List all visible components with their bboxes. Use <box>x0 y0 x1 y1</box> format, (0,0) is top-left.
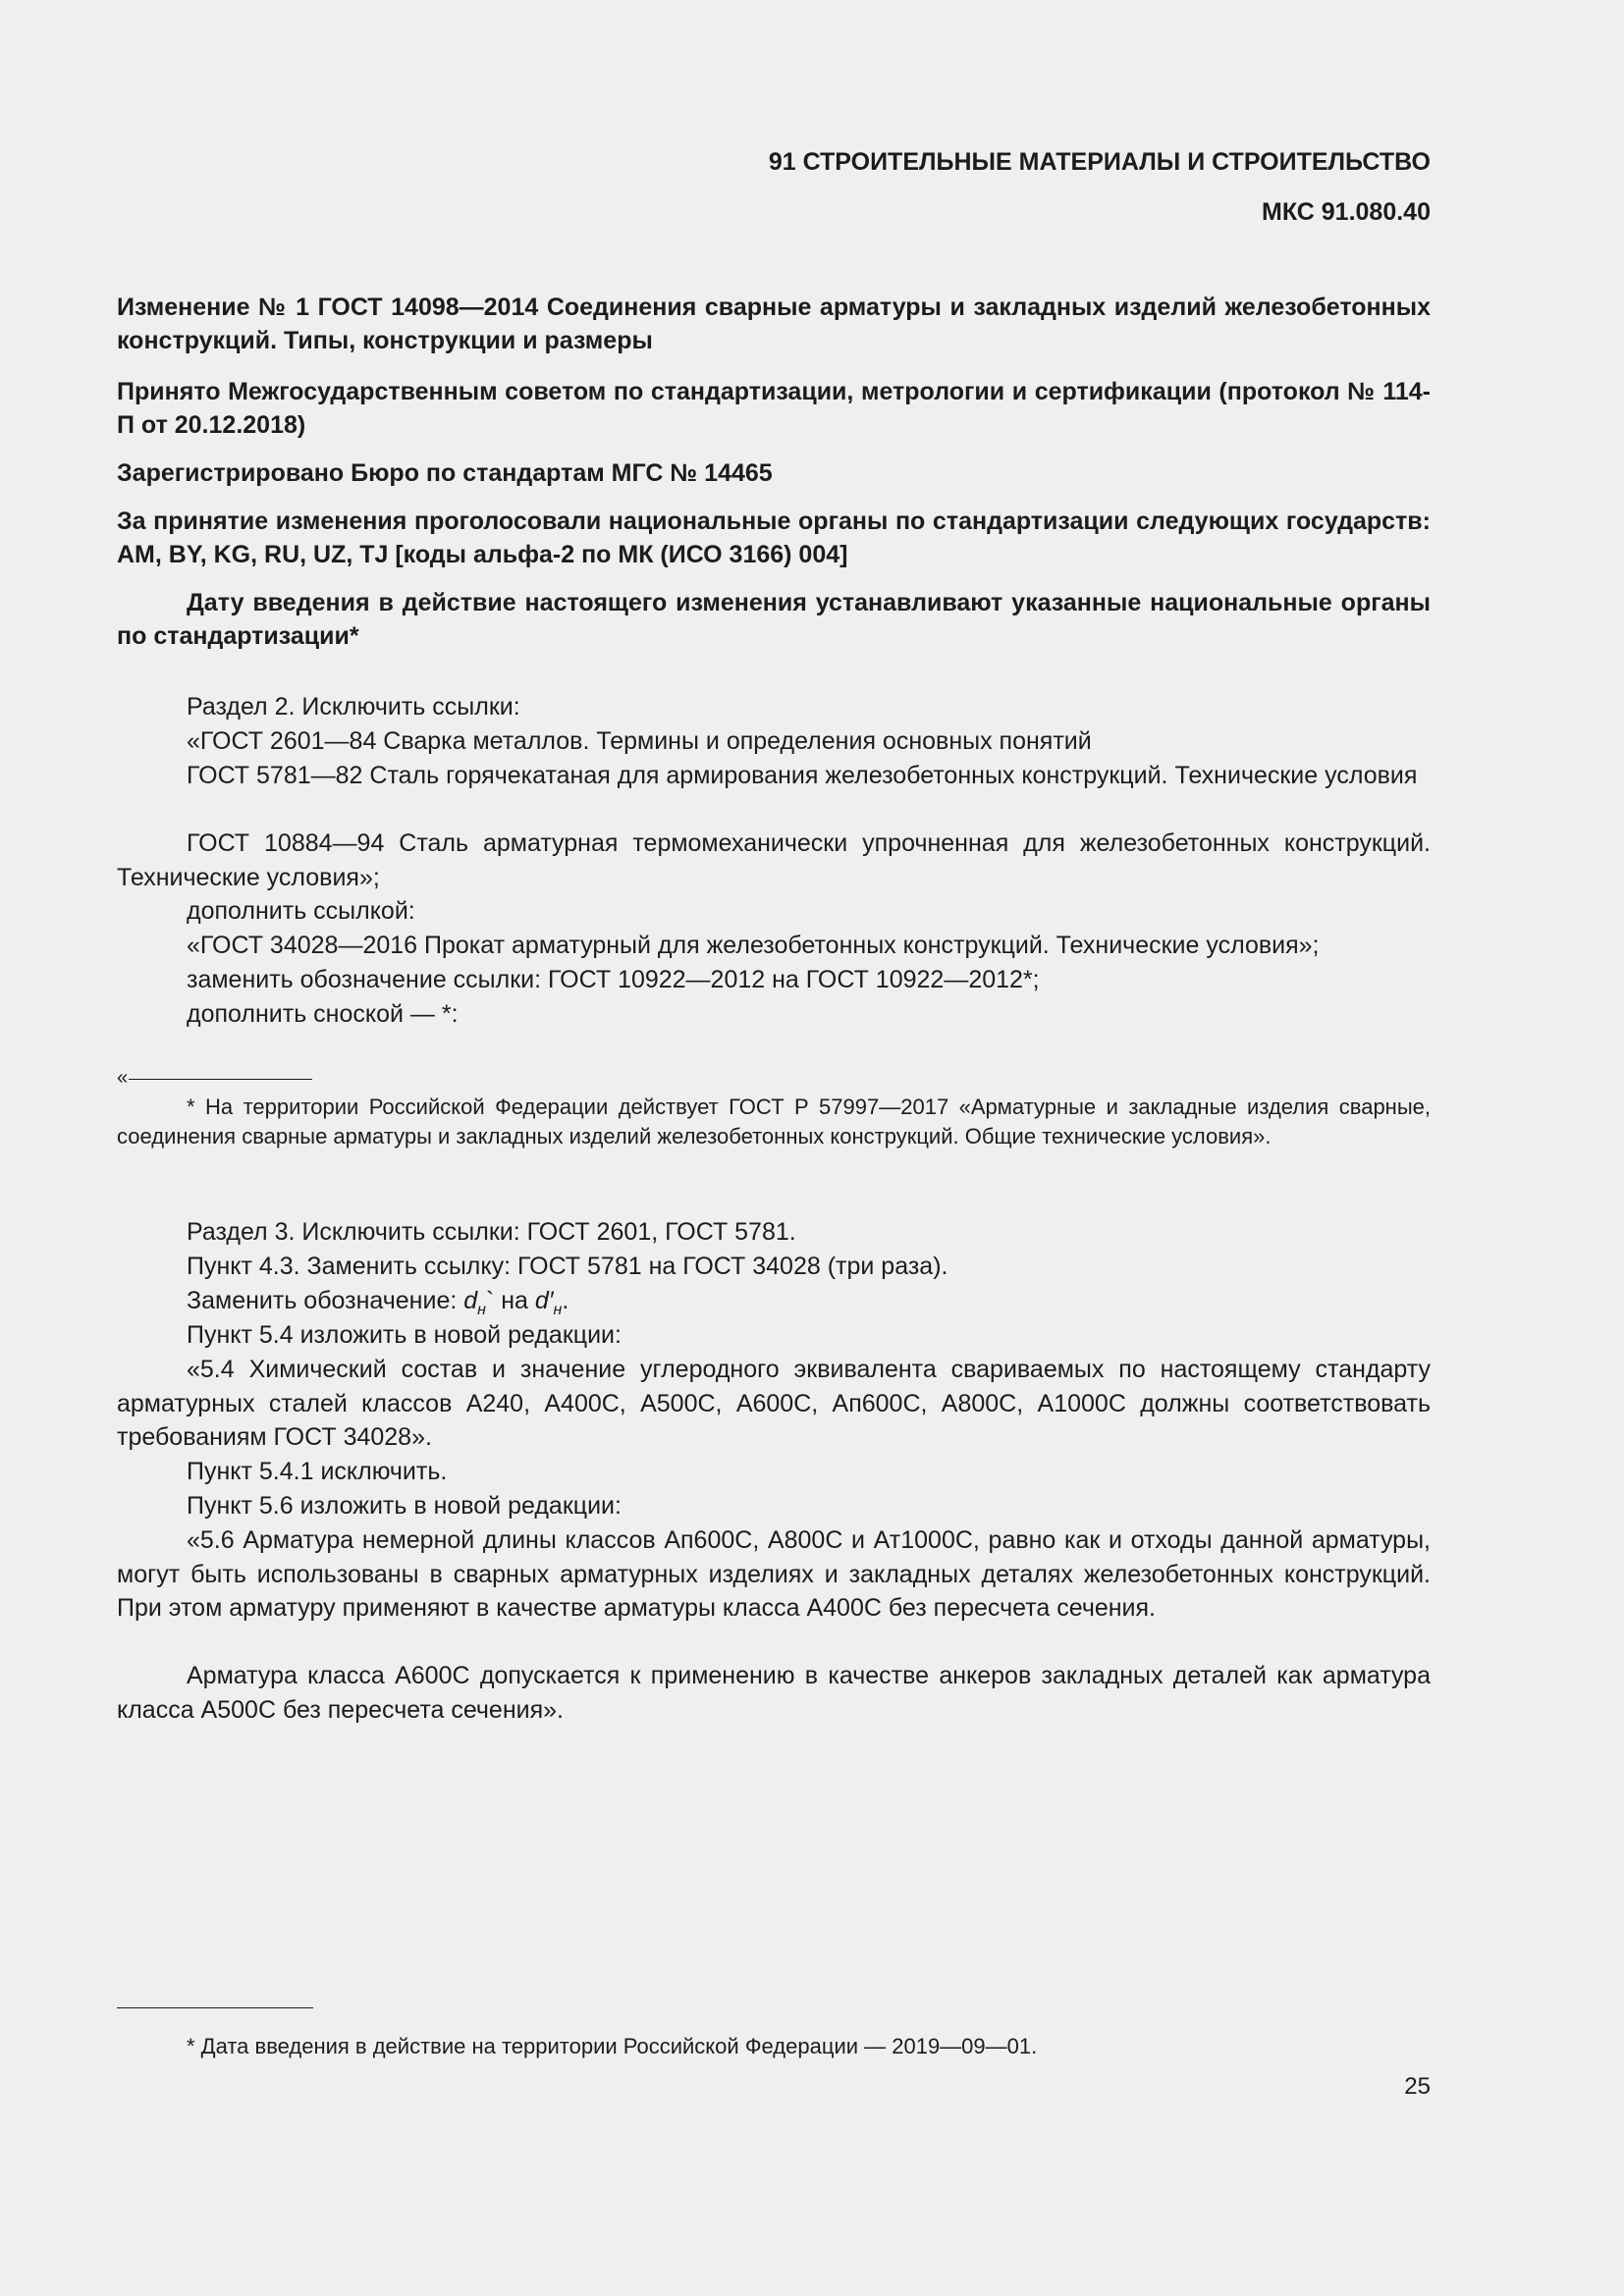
symbol: d <box>463 1287 478 1314</box>
paragraph: ГОСТ 10884—94 Сталь арматурная термомеханически упрочненная для железобетонных конструкций. Технические условия»; <box>117 829 1431 891</box>
symbol: d′ <box>534 1287 554 1314</box>
page-footnote: * Дата введения в действие на территории Российской Федерации — 2019—09—01. <box>187 2034 1038 2058</box>
paragraph: ГОСТ 5781—82 Сталь горячекатаная для армирования железобетонных конструкций. Технические условия <box>187 762 1418 789</box>
voting-note: За принятие изменения проголосовали национальные органы по стандартизации следующих государств: AM, BY, KG, RU, UZ, TJ [коды альфа-2 по МК (ИСО 3166) 004] <box>117 507 1431 568</box>
section-header: 91 СТРОИТЕЛЬНЫЕ МАТЕРИАЛЫ И СТРОИТЕЛЬСТВО <box>768 148 1431 176</box>
paragraph: «ГОСТ 2601—84 Сварка металлов. Термины и определения основных понятий <box>187 727 1092 755</box>
paragraph: Раздел 2. Исключить ссылки: <box>187 693 520 721</box>
paragraph: «ГОСТ 34028—2016 Прокат арматурный для железобетонных конструкций. Технические условия»; <box>187 932 1320 959</box>
document-page <box>117 0 1431 2296</box>
registration-note: Зарегистрировано Бюро по стандартам МГС № 14465 <box>117 459 773 487</box>
page-footnote-divider <box>117 2007 313 2008</box>
page-number: 25 <box>1404 2073 1431 2100</box>
subscript: н <box>553 1302 563 1318</box>
paragraph: дополнить сноской — *: <box>187 1000 459 1028</box>
paragraph: дополнить ссылкой: <box>187 897 415 925</box>
text: Заменить обозначение: <box>187 1287 464 1314</box>
paragraph: Пункт 4.3. Заменить ссылку: ГОСТ 5781 на ГОСТ 34028 (три раза). <box>187 1253 948 1280</box>
paragraph: Арматура класса А600С допускается к применению в качестве анкеров закладных деталей как арматура класса А500С без пересчета сечения». <box>117 1662 1431 1724</box>
footnote-quote-mark: « <box>117 1067 129 1089</box>
amendment-title: Изменение № 1 ГОСТ 14098—2014 Соединения сварные арматуры и закладных изделий железобетонных конструкций. Типы, конструкции и размеры <box>117 294 1431 354</box>
inline-footnote: * На территории Российской Федерации действует ГОСТ Р 57997—2017 «Арматурные и закладные изделия сварные, соединения сварные арматуры и закладных изделий железобетонных конструкций. Общие технические условия». <box>117 1095 1431 1148</box>
footnote-divider <box>129 1079 312 1080</box>
paragraph: Пункт 5.4 изложить в новой редакции: <box>187 1321 622 1349</box>
classification-code: МКС 91.080.40 <box>1262 198 1431 226</box>
paragraph: Раздел 3. Исключить ссылки: ГОСТ 2601, ГОСТ 5781. <box>187 1218 796 1246</box>
text: ` на <box>485 1287 535 1314</box>
paragraph: заменить обозначение ссылки: ГОСТ 10922—2012 на ГОСТ 10922—2012*; <box>187 966 1040 993</box>
paragraph: Пункт 5.6 изложить в новой редакции: <box>187 1492 622 1520</box>
subscript: н <box>477 1302 486 1318</box>
text: . <box>562 1287 569 1314</box>
adoption-note: Принято Межгосударственным советом по стандартизации, метрологии и сертификации (протокол № 114-П от 20.12.2018) <box>117 378 1431 439</box>
effective-date-note: Дату введения в действие настоящего изменения устанавливают указанные национальные органы по стандартизации* <box>117 589 1431 650</box>
paragraph: Пункт 5.4.1 исключить. <box>187 1458 448 1485</box>
paragraph: «5.6 Арматура немерной длины классов Ап600С, А800С и Ат1000С, равно как и отходы данной арматуры, могут быть использованы в сварных арматурных изделиях и закладных деталях железобетонных конструкций. При этом арматуру применяют в качестве арматуры класса А400С без пересчета сечения. <box>117 1526 1431 1622</box>
paragraph: «5.4 Химический состав и значение углеродного эквивалента свариваемых по настоящему стандарту арматурных сталей классов А240, А400С, А500С, А600С, Ап600С, А800С, А1000С должны соответствовать требованиям ГОСТ 34028». <box>117 1356 1431 1451</box>
